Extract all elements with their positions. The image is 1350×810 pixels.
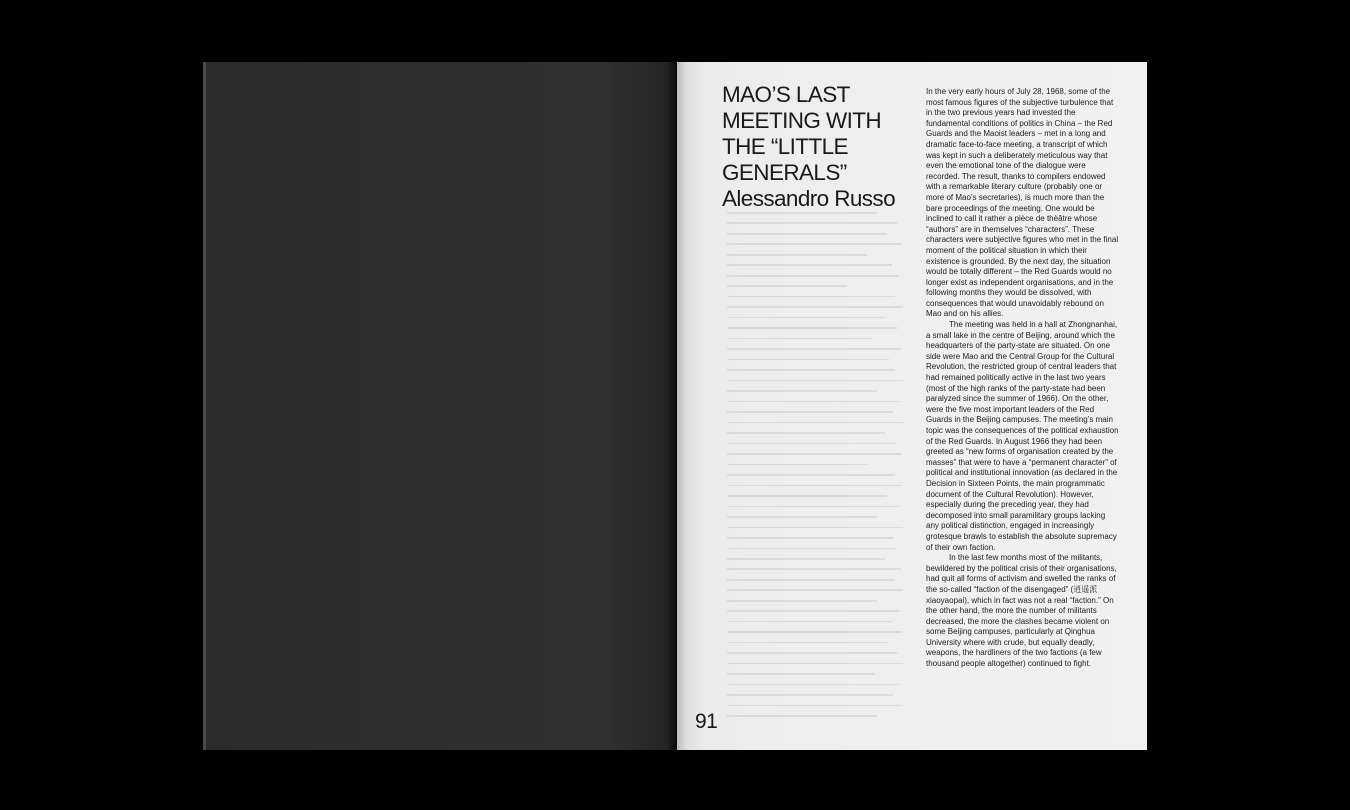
article-author: Alessandro Russo	[722, 186, 895, 211]
page-number: 91	[695, 710, 718, 733]
article-title: MAO’S LAST MEETING WITH THE “LITTLE GENERALS”	[722, 82, 882, 185]
right-page	[677, 62, 1147, 750]
body-paragraph: In the last few months most of the militants, bewildered by the political crisis of their organisations, had quit all forms of activism and swelled the ranks of the so-called “faction of the disengaged” (逍遥派xiaoyaopai), which in fact was not a real “faction.” On the other hand, the more the number of militants decreased, the more the clashes became violent on some Beijing campuses, particularly at Qinghua University where with crude, but equally deadly, weapons, the hardliners of the two factions (a few thousand people altogether) continued to fight.	[926, 553, 1117, 669]
left-page-edge	[203, 62, 206, 750]
article-body	[926, 87, 1120, 670]
body-paragraph: The meeting was held in a hall at Zhongnanhai, a small lake in the centre of Beijing, around which the headquarters of the party-state are situated. On one side were Mao and the Central Group for the Cultural Revolution, the restricted group of central leaders that had remained politically active in the last two years (most of the high ranks of the party-state had been paralyzed since the summer of 1966). On the other, were the five most important leaders of the Red Guards in the Beijing campuses. The meeting’s main topic was the consequences of the political exhaustion of the Red Guards. In August 1966 they had been greeted as “new forms of organisation created by the masses” that were to have a “permanent character” of political and institutional innovation (as declared in the Decision in Sixteen Points, the main programmatic document of the Cultural Revolution). However, especially during the preceding year, they had decomposed into small paramilitary groups lacking any political distinction, engaged in increasingly grotesque brawls to establish the absolute supremacy of their own faction.	[926, 320, 1119, 552]
open-book-spread	[203, 62, 1147, 750]
show-through-text	[727, 212, 915, 726]
body-paragraph: In the very early hours of July 28, 1968, some of the most famous figures of the subjective turbulence that in the two previous years had invested the fundamental conditions of politics in China – the Red Guards and the Maoist leaders – met in a long and dramatic face-to-face meeting, a transcript of which was kept in such a deliberately meticulous way that even the emotional tone of the dialogue were recorded. The result, thanks to compilers endowed with a remarkable literary culture (probably one or more of Mao’s secretaries), is much more than the bare proceedings of the meeting. One would be inclined to call it rather a pièce de thèâtre whose “authors” are in themselves “characters”. These characters were subjective figures who met in the final moment of the political situation in which their existence is grounded. By the next day, the situation would be totally different – the Red Guards would no longer exist as independent organisations, and in the following months they would be dissolved, with consequences that would unavoidably rebound on Mao and on his allies.	[926, 87, 1119, 319]
left-page-dark	[203, 62, 677, 750]
